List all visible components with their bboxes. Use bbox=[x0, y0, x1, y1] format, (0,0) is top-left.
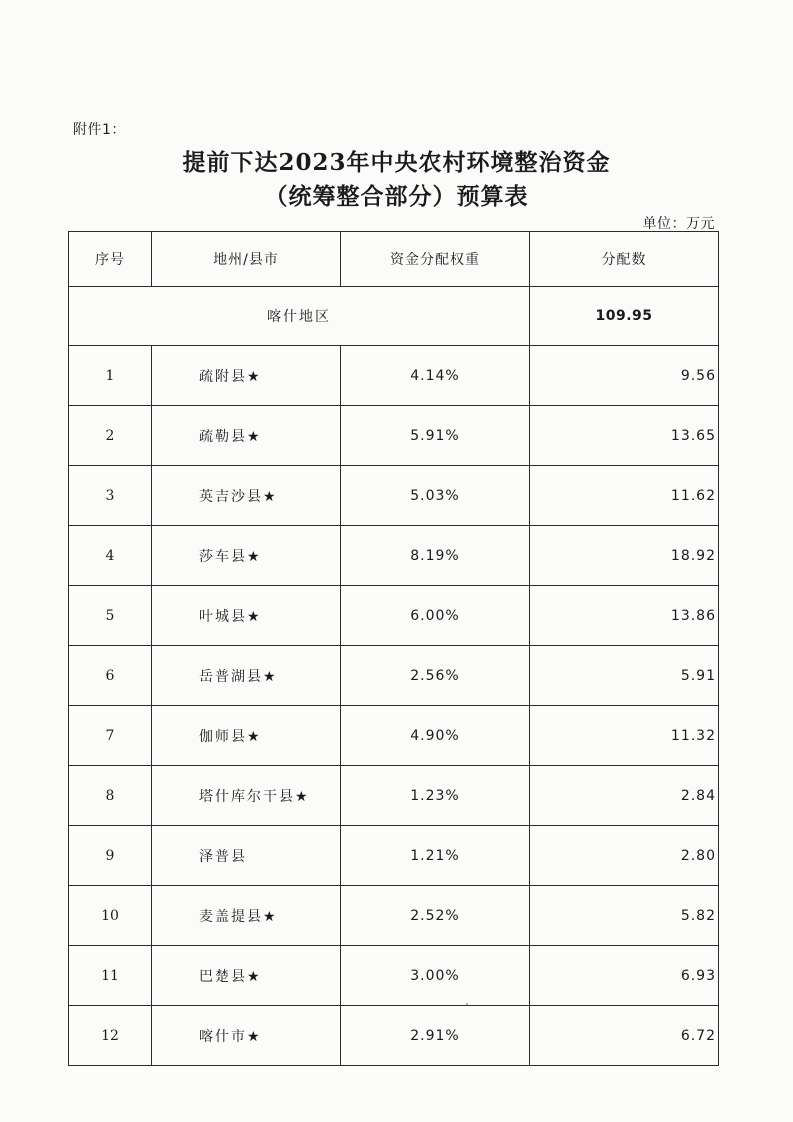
row-amount: 6.72 bbox=[530, 1006, 719, 1066]
row-weight: 1.23% bbox=[341, 766, 530, 826]
table-header-row bbox=[69, 232, 719, 287]
row-index: 4 bbox=[69, 526, 152, 586]
row-index: 1 bbox=[69, 346, 152, 406]
row-amount: 2.84 bbox=[530, 766, 719, 826]
region-summary-row bbox=[69, 287, 719, 346]
table-row bbox=[69, 1006, 719, 1066]
table-row bbox=[69, 466, 719, 526]
header-index: 序号 bbox=[69, 232, 152, 287]
row-amount: 13.86 bbox=[530, 586, 719, 646]
row-weight: 8.19% bbox=[341, 526, 530, 586]
row-county-name: 伽师县★ bbox=[152, 706, 341, 766]
row-county-name: 叶城县★ bbox=[152, 586, 341, 646]
table-row bbox=[69, 946, 719, 1006]
document-title-line2: （统筹整合部分）预算表 bbox=[264, 183, 529, 210]
row-county-name: 喀什市★ bbox=[152, 1006, 341, 1066]
row-amount: 11.32 bbox=[530, 706, 719, 766]
row-amount: 2.80 bbox=[530, 826, 719, 886]
row-county-name: 岳普湖县★ bbox=[152, 646, 341, 706]
row-index: 7 bbox=[69, 706, 152, 766]
row-weight: 2.52% bbox=[341, 886, 530, 946]
row-index: 12 bbox=[69, 1006, 152, 1066]
row-index: 10 bbox=[69, 886, 152, 946]
row-county-name: 塔什库尔干县★ bbox=[152, 766, 341, 826]
document-title-line1: 提前下达2023年中央农村环境整治资金 bbox=[182, 149, 611, 176]
row-amount: 5.82 bbox=[530, 886, 719, 946]
table-row bbox=[69, 346, 719, 406]
table-row bbox=[69, 646, 719, 706]
row-weight: 4.90% bbox=[341, 706, 530, 766]
table-row bbox=[69, 766, 719, 826]
row-county-name: 疏勒县★ bbox=[152, 406, 341, 466]
row-weight: 5.03% bbox=[341, 466, 530, 526]
attachment-label: 附件1： bbox=[73, 122, 126, 138]
row-index: 11 bbox=[69, 946, 152, 1006]
row-weight: 6.00% bbox=[341, 586, 530, 646]
row-weight: 2.91% bbox=[341, 1006, 530, 1066]
row-index: 5 bbox=[69, 586, 152, 646]
row-amount: 11.62 bbox=[530, 466, 719, 526]
row-county-name: 麦盖提县★ bbox=[152, 886, 341, 946]
row-index: 9 bbox=[69, 826, 152, 886]
row-amount: 5.91 bbox=[530, 646, 719, 706]
row-index: 6 bbox=[69, 646, 152, 706]
row-county-name: 巴楚县★ bbox=[152, 946, 341, 1006]
row-weight: 3.00% bbox=[341, 946, 530, 1006]
region-total: 109.95 bbox=[530, 287, 719, 346]
header-weight: 资金分配权重 bbox=[341, 232, 530, 287]
table-row bbox=[69, 526, 719, 586]
row-index: 2 bbox=[69, 406, 152, 466]
scan-speck bbox=[466, 1003, 468, 1005]
table-row bbox=[69, 406, 719, 466]
table-row bbox=[69, 586, 719, 646]
row-weight: 1.21% bbox=[341, 826, 530, 886]
row-amount: 13.65 bbox=[530, 406, 719, 466]
row-county-name: 疏附县★ bbox=[152, 346, 341, 406]
row-weight: 4.14% bbox=[341, 346, 530, 406]
unit-label: 单位：万元 bbox=[642, 216, 715, 232]
table-row bbox=[69, 826, 719, 886]
row-county-name: 莎车县★ bbox=[152, 526, 341, 586]
budget-table bbox=[68, 231, 719, 1066]
row-index: 8 bbox=[69, 766, 152, 826]
row-amount: 9.56 bbox=[530, 346, 719, 406]
region-name: 喀什地区 bbox=[69, 287, 530, 346]
row-weight: 2.56% bbox=[341, 646, 530, 706]
header-region: 地州/县市 bbox=[152, 232, 341, 287]
table-row bbox=[69, 886, 719, 946]
table-row bbox=[69, 706, 719, 766]
row-county-name: 英吉沙县★ bbox=[152, 466, 341, 526]
row-amount: 18.92 bbox=[530, 526, 719, 586]
row-amount: 6.93 bbox=[530, 946, 719, 1006]
row-weight: 5.91% bbox=[341, 406, 530, 466]
row-index: 3 bbox=[69, 466, 152, 526]
row-county-name: 泽普县 bbox=[152, 826, 341, 886]
header-amount: 分配数 bbox=[530, 232, 719, 287]
